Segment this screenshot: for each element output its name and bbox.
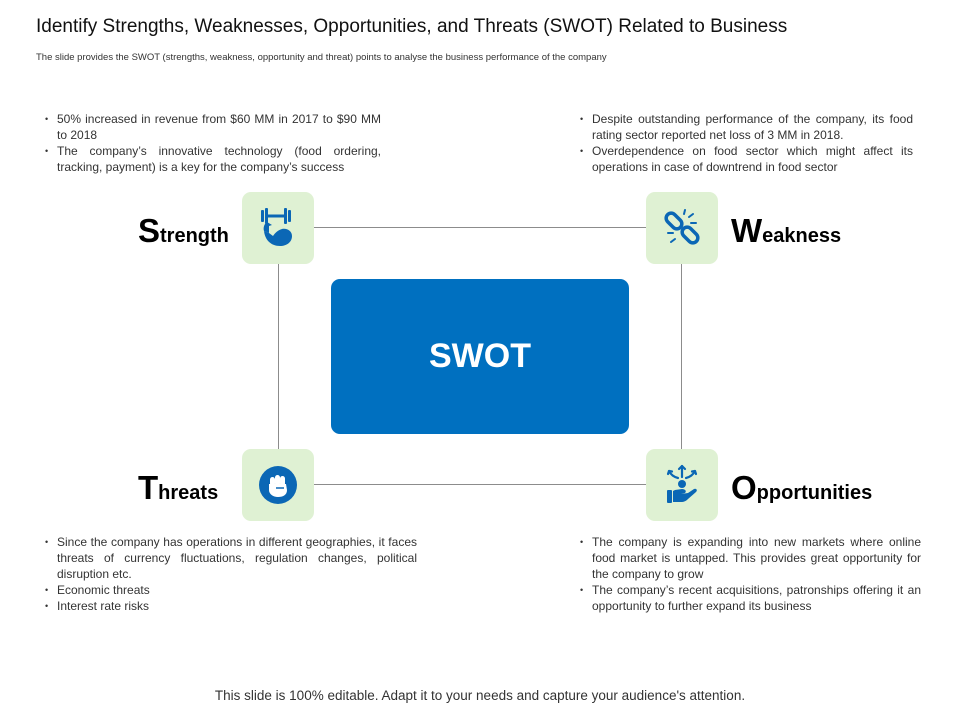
threats-initial: T	[138, 469, 159, 506]
opportunities-bullets	[576, 534, 921, 614]
weakness-heading-rest: eakness	[762, 225, 842, 247]
strength-heading	[138, 214, 229, 247]
opportunities-initial: O	[731, 469, 757, 506]
threats-heading	[138, 471, 218, 504]
strength-bullets	[41, 111, 381, 175]
swot-center-label: SWOT	[429, 337, 531, 375]
slide-title: Identify Strengths, Weaknesses, Opportunities, and Threats (SWOT) Related to Business	[36, 16, 788, 37]
weakness-icon-tile	[646, 192, 718, 264]
strength-heading-rest: trength	[160, 225, 229, 247]
weakness-initial: W	[731, 212, 763, 249]
list-item: • 50% increased in revenue from $60 MM in 2017 to $90 MM to 2018	[41, 111, 381, 143]
opportunities-icon-tile	[646, 449, 718, 521]
swot-center-box	[331, 279, 629, 434]
list-item: • Despite outstanding performance of the company, its food rating sector reported net loss of 3 MM in 2018.	[576, 111, 913, 143]
list-item: • The company’s recent acquisitions, patronships offering it an opportunity to further expand its business	[576, 582, 921, 614]
opportunities-heading-rest: pportunities	[756, 482, 873, 504]
weakness-bullets	[576, 111, 913, 175]
slide-subtitle: The slide provides the SWOT (strengths, weakness, opportunity and threat) points to analyse the business performance of the company	[36, 52, 607, 63]
broken-chain-icon	[660, 206, 704, 250]
weakness-heading	[731, 214, 841, 247]
list-item: • Economic threats	[41, 582, 417, 598]
list-item: • Interest rate risks	[41, 598, 417, 614]
list-item: • The company is expanding into new markets where online food market is untapped. This provides great opportunity for the company to grow	[576, 534, 921, 582]
hand-arrows-icon	[660, 463, 704, 507]
threats-icon-tile	[242, 449, 314, 521]
list-item: • The company’s innovative technology (food ordering, tracking, payment) is a key for the company’s success	[41, 143, 381, 175]
strength-initial: S	[138, 212, 161, 249]
fist-badge-icon	[256, 463, 300, 507]
threats-heading-rest: hreats	[158, 482, 219, 504]
strength-icon-tile	[242, 192, 314, 264]
threats-bullets	[41, 534, 417, 614]
list-item: • Overdependence on food sector which might affect its operations in case of downtrend in food sector	[576, 143, 913, 175]
flexed-arm-dumbbell-icon	[256, 206, 300, 250]
list-item: • Since the company has operations in different geographies, it faces threats of currency fluctuations, regulation changes, political disruption etc.	[41, 534, 417, 582]
footer-note: This slide is 100% editable. Adapt it to your needs and capture your audience's attention.	[214, 688, 746, 703]
opportunities-heading	[731, 471, 872, 504]
